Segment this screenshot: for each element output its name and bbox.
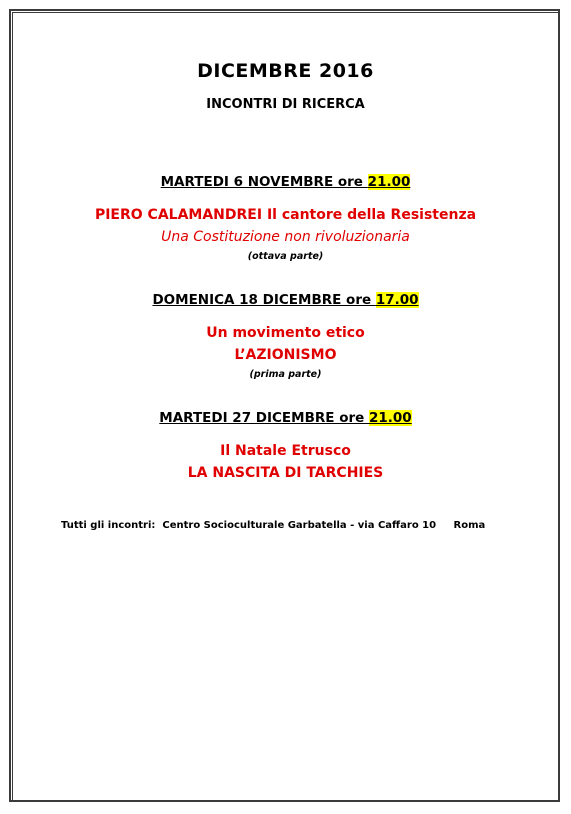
- footer-location: Tutti gli incontri: Centro Socioculturale Garbatella - via Caffaro 10 Roma: [61, 520, 486, 531]
- event-1-note: (ottava parte): [247, 251, 324, 262]
- event-1-time: 21.00: [367, 174, 411, 190]
- page-title: DICEMBRE 2016: [197, 60, 374, 82]
- event-2-date-label: DOMENICA 18 DICEMBRE ore: [152, 292, 376, 308]
- event-3-date: [0, 407, 571, 426]
- event-3-date-label: MARTEDI 27 DICEMBRE ore: [159, 410, 369, 426]
- event-1-date: [0, 171, 571, 190]
- event-3-subtitle: LA NASCITA DI TARCHIES: [187, 465, 384, 481]
- event-3-time: 21.00: [369, 410, 412, 426]
- event-1-title: PIERO CALAMANDREI Il cantore della Resistenza: [94, 207, 477, 223]
- page-subtitle: INCONTRI DI RICERCA: [206, 97, 365, 112]
- event-2-time: 17.00: [375, 292, 419, 308]
- event-2-note: (prima parte): [249, 369, 322, 380]
- event-2-subtitle: L’AZIONISMO: [234, 347, 337, 363]
- event-2-title: Un movimento etico: [206, 325, 365, 341]
- event-2-date: [0, 289, 571, 308]
- event-3-title: Il Natale Etrusco: [220, 443, 351, 459]
- event-1-date-label: MARTEDI 6 NOVEMBRE ore: [160, 174, 368, 190]
- event-1-subtitle: Una Costituzione non rivoluzionaria: [161, 229, 410, 245]
